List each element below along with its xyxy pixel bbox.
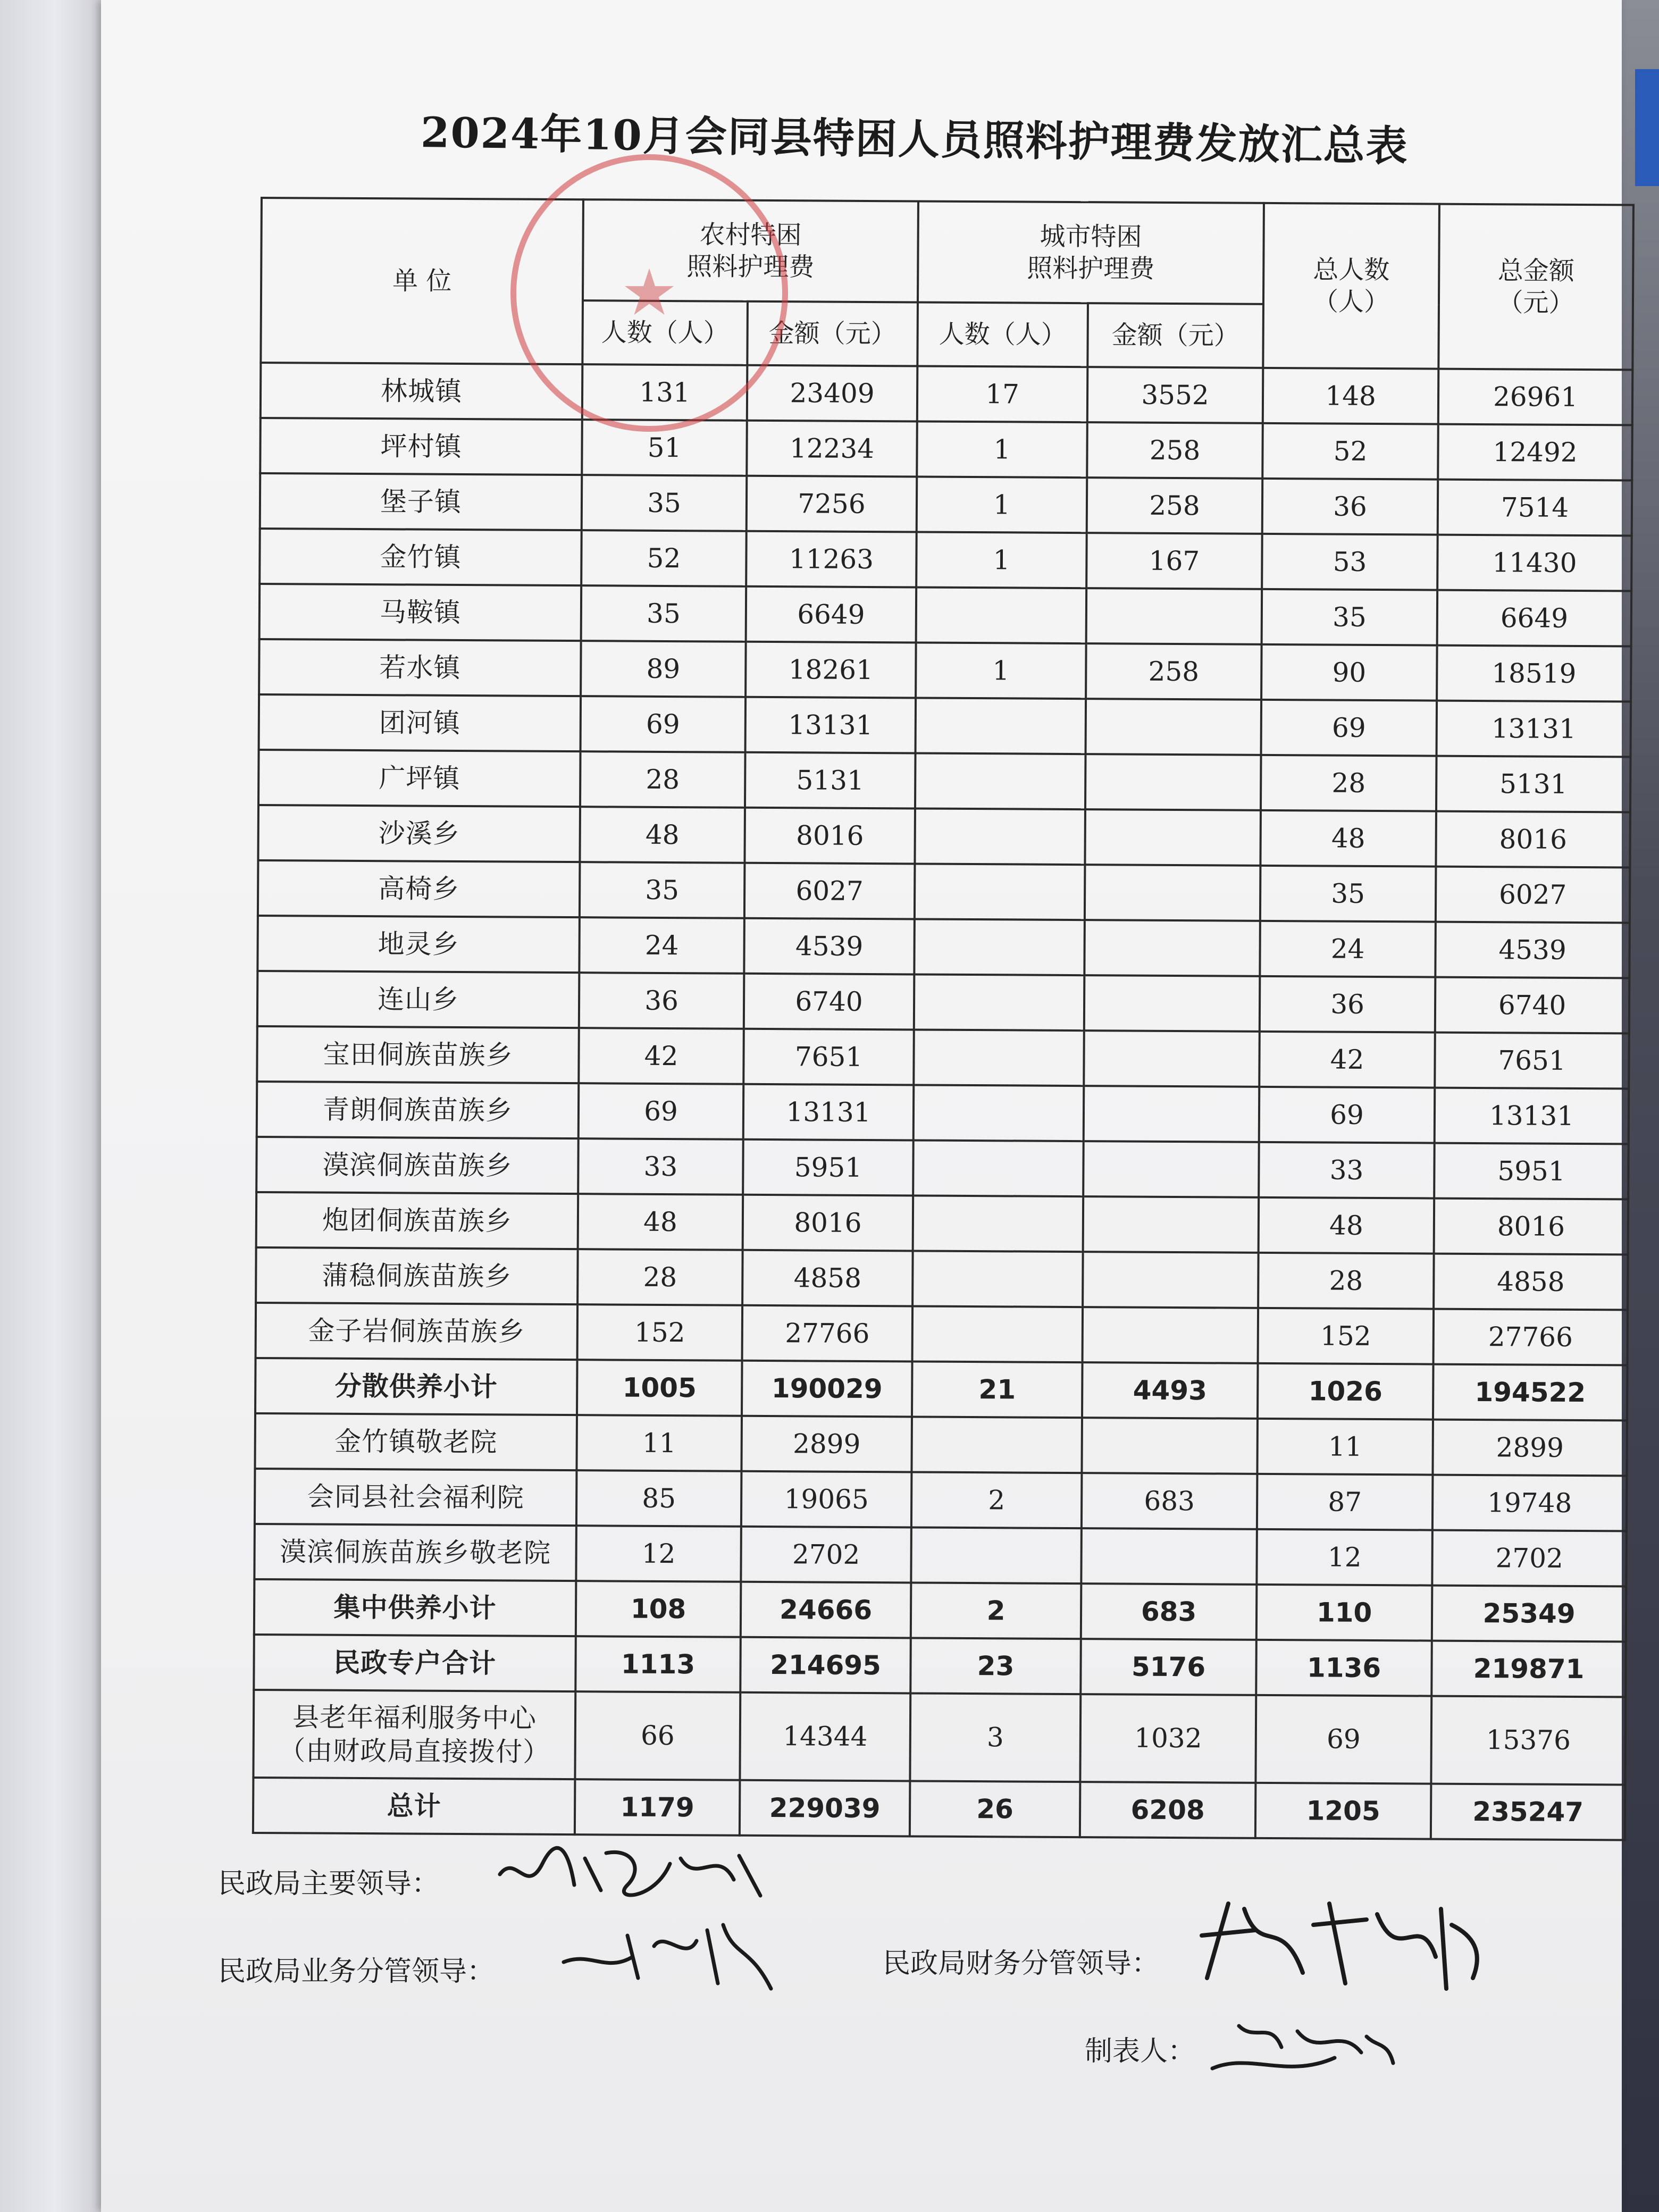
cell-urban-people: 1 [917,421,1087,477]
cell-total-amount: 5131 [1436,756,1631,812]
cell-rural-people: 69 [581,696,746,752]
cell-rural-amount: 229039 [740,1780,910,1837]
cell-total-people: 87 [1257,1474,1433,1530]
table-row [255,1358,1628,1421]
cell-unit: 金子岩侗族苗族乡 [256,1303,578,1360]
cell-urban-amount: 258 [1087,422,1263,479]
cell-urban-people [912,1251,1083,1307]
document-page [101,0,1622,2212]
cell-urban-amount [1084,975,1260,1032]
cell-total-amount: 26961 [1438,369,1633,425]
chief-leader-label: 民政局主要领导： [218,1868,440,1900]
cell-rural-amount: 13131 [743,1084,914,1141]
cell-rural-amount: 190029 [742,1361,912,1417]
cell-unit: 民政专户合计 [254,1635,576,1691]
cell-rural-people: 28 [580,751,745,808]
cell-rural-amount: 23409 [747,365,918,422]
cell-total-amount: 27766 [1434,1309,1628,1365]
cell-unit: 广坪镇 [258,750,581,807]
cell-total-amount: 4858 [1434,1254,1628,1310]
cell-total-amount: 13131 [1437,701,1631,757]
cell-rural-people: 28 [577,1249,743,1305]
cell-urban-amount [1081,1528,1257,1585]
table-body [253,363,1632,1840]
seal-star-icon: ★ [621,256,678,330]
cell-rural-amount: 4858 [742,1250,913,1306]
cell-urban-people: 2 [911,1582,1082,1639]
cell-rural-people: 51 [582,420,747,476]
table-row [259,694,1631,757]
cell-total-people: 1205 [1255,1783,1431,1839]
table-row [254,1635,1626,1697]
cell-unit: 宝田侗族苗族乡 [257,1026,579,1083]
cell-urban-amount: 4493 [1082,1362,1258,1419]
cell-rural-people: 66 [575,1691,740,1780]
cell-urban-people: 1 [916,642,1086,699]
cell-total-amount: 7651 [1435,1033,1629,1089]
cell-urban-people [912,1306,1083,1362]
cell-urban-amount [1083,1141,1259,1197]
cell-rural-amount: 11263 [746,531,917,588]
cell-urban-amount: 167 [1086,533,1262,589]
cell-total-people: 53 [1262,534,1438,590]
cell-urban-amount [1086,699,1262,755]
cell-total-people: 48 [1259,1197,1435,1254]
cell-unit: 会同县社会福利院 [255,1469,577,1526]
cell-total-people: 28 [1258,1253,1434,1309]
cell-urban-amount [1084,1086,1260,1142]
cell-total-amount: 5951 [1434,1143,1629,1200]
table-row [259,584,1632,647]
cell-urban-amount [1085,865,1261,921]
table-row [256,1137,1629,1200]
cell-urban-amount: 258 [1087,477,1263,534]
cell-total-people: 35 [1260,866,1436,922]
cell-total-amount: 12492 [1438,424,1632,481]
cell-unit: 地灵乡 [257,916,580,973]
cell-unit: 炮团侗族苗族乡 [256,1192,579,1249]
cell-rural-amount: 12234 [747,421,917,477]
preparer-signature [1207,2010,1398,2084]
cell-rural-amount: 4539 [744,918,915,975]
cell-rural-people: 35 [582,475,747,531]
cell-total-amount: 194522 [1433,1364,1628,1421]
cell-rural-people: 12 [576,1526,741,1582]
header-urban-amount: 金额（元） [1087,303,1263,368]
cell-total-amount: 235247 [1431,1784,1626,1840]
table-row [259,639,1631,702]
cell-total-amount: 6740 [1435,977,1630,1034]
table-row [257,971,1630,1034]
cell-urban-amount: 3552 [1087,367,1263,423]
table-row [260,473,1632,536]
cell-urban-people: 23 [910,1638,1081,1694]
cell-rural-amount: 14344 [740,1692,910,1781]
cell-unit: 青朗侗族苗族乡 [257,1082,579,1138]
table-row [257,1026,1629,1089]
cell-urban-amount [1083,1252,1259,1308]
cell-unit: 分散供养小计 [255,1358,577,1415]
cell-unit: 堡子镇 [260,473,582,530]
cell-urban-amount [1084,1030,1260,1087]
cell-urban-people: 21 [912,1361,1083,1418]
cell-unit: 马鞍镇 [259,584,582,641]
cell-rural-people: 33 [578,1138,743,1195]
cell-urban-people [911,1527,1082,1583]
cell-urban-amount [1082,1418,1258,1474]
table-row [256,1303,1628,1365]
cell-total-amount: 25349 [1432,1586,1627,1642]
cell-rural-people: 89 [581,641,746,697]
cell-total-people: 1026 [1258,1363,1434,1420]
cell-urban-amount [1086,588,1262,644]
table-row [253,1690,1626,1785]
cell-unit: 高椅乡 [258,860,580,917]
cell-unit: 漠滨侗族苗族乡 [256,1137,579,1194]
cell-rural-amount: 7651 [743,1029,914,1085]
table-row [261,363,1633,425]
cell-urban-people: 3 [910,1693,1080,1782]
cell-urban-people: 26 [910,1781,1080,1837]
document-title: 2024年10月会同县特困人员照料护理费发放汇总表 [420,108,1409,171]
cell-rural-people: 48 [578,1194,743,1250]
cell-urban-amount [1085,809,1261,866]
cell-urban-people [915,753,1086,809]
cell-total-people: 69 [1259,1087,1435,1143]
cell-urban-people [911,1417,1082,1473]
preparer-label: 制表人： [1085,2035,1196,2067]
cell-rural-people: 1113 [575,1636,741,1692]
cell-rural-amount: 2702 [741,1527,911,1583]
cell-rural-people: 11 [576,1415,742,1471]
cell-total-amount: 15376 [1431,1696,1626,1785]
cell-unit: 蒲稳侗族苗族乡 [256,1247,578,1304]
table-row [257,916,1630,978]
cell-rural-people: 52 [581,530,747,586]
table-row [255,1469,1627,1531]
cell-total-people: 28 [1261,755,1437,811]
cell-total-people: 110 [1256,1585,1432,1641]
cell-urban-amount: 1032 [1080,1694,1256,1783]
blue-background-object [1635,69,1659,186]
left-page-edge [0,0,101,2212]
table-row [256,1247,1628,1310]
header-rural-group: 农村特困 照料护理费 [583,199,918,302]
cell-total-people: 52 [1262,423,1438,480]
table-row [254,1579,1627,1642]
header-urban-group: 城市特困 照料护理费 [918,201,1264,304]
cell-rural-amount: 24666 [741,1582,911,1638]
cell-unit: 团河镇 [259,694,581,751]
cell-rural-amount: 8016 [743,1195,914,1251]
summary-table [252,197,1635,1841]
cell-unit: 漠滨侗族苗族乡敬老院 [254,1524,576,1581]
cell-unit: 金竹镇敬老院 [255,1413,577,1470]
table-row [253,1778,1626,1840]
cell-unit: 连山乡 [257,971,580,1028]
table-row [254,1524,1627,1587]
cell-urban-people: 1 [917,476,1087,533]
finance-leader-label: 民政局财务分管领导： [883,1948,1160,1980]
cell-total-amount: 4539 [1435,922,1630,978]
cell-urban-amount: 683 [1081,1583,1257,1640]
cell-unit: 总计 [253,1778,575,1834]
cell-rural-people: 1005 [577,1360,742,1416]
cell-rural-amount: 214695 [740,1637,911,1694]
chief-leader-signature [495,1837,771,1912]
cell-rural-amount: 13131 [745,697,916,753]
cell-total-amount: 2899 [1432,1420,1627,1476]
table-row [258,805,1630,868]
cell-total-people: 36 [1262,479,1438,535]
cell-urban-people [914,1029,1084,1086]
cell-total-people: 48 [1260,810,1436,867]
cell-total-people: 69 [1255,1695,1431,1784]
cell-total-people: 1136 [1256,1640,1432,1696]
cell-urban-amount: 5176 [1080,1639,1256,1695]
cell-total-amount: 19748 [1432,1475,1627,1531]
cell-rural-people: 131 [582,364,748,421]
cell-unit: 林城镇 [261,363,583,420]
cell-unit: 坪村镇 [260,418,582,475]
cell-urban-people: 17 [917,366,1088,422]
cell-total-people: 90 [1261,644,1437,701]
header-unit: 单 位 [261,198,583,364]
table-row [258,860,1630,923]
cell-rural-amount: 6740 [744,974,915,1030]
cell-urban-people: 2 [911,1472,1082,1528]
cell-urban-people [916,698,1086,754]
cell-urban-amount [1084,920,1260,976]
table-row [256,1192,1629,1255]
cell-rural-amount: 8016 [744,808,915,864]
cell-total-people: 152 [1258,1308,1434,1364]
header-urban-people: 人数（人） [917,302,1088,367]
cell-unit: 若水镇 [259,639,581,696]
cell-total-amount: 2702 [1432,1530,1627,1587]
cell-rural-people: 69 [579,1083,744,1139]
cell-urban-people [915,864,1085,920]
cell-rural-amount: 19065 [741,1471,912,1528]
cell-total-amount: 8016 [1434,1199,1629,1255]
table-row [260,418,1632,481]
cell-rural-people: 35 [580,862,745,918]
table-row [257,1082,1629,1144]
cell-total-people: 11 [1257,1419,1433,1475]
cell-rural-amount: 6027 [744,863,915,919]
cell-total-people: 148 [1263,368,1439,424]
cell-total-people: 12 [1256,1529,1432,1586]
cell-unit: 沙溪乡 [258,805,580,862]
cell-urban-amount: 258 [1086,643,1262,700]
cell-total-amount: 6649 [1437,590,1632,647]
header-total-people: 总人数 （人） [1263,203,1439,369]
cell-rural-amount: 6649 [746,586,917,643]
cell-total-amount: 8016 [1436,811,1630,868]
cell-unit: 金竹镇 [259,529,582,585]
cell-urban-amount: 6208 [1080,1782,1256,1838]
cell-rural-amount: 2899 [741,1416,912,1472]
cell-total-amount: 7514 [1438,480,1632,536]
cell-unit: 县老年福利服务中心 （由财政局直接拨付） [253,1690,575,1779]
cell-rural-people: 85 [576,1470,742,1527]
cell-total-people: 36 [1260,976,1436,1033]
cell-rural-people: 152 [577,1304,743,1361]
cell-total-people: 24 [1260,921,1436,977]
cell-rural-people: 42 [579,1028,744,1084]
cell-rural-amount: 27766 [742,1305,913,1362]
cell-urban-people: 1 [916,532,1087,588]
cell-urban-people [914,1085,1084,1141]
cell-rural-people: 48 [580,807,745,863]
cell-urban-people [913,1195,1084,1252]
business-leader-signature [558,1914,782,1994]
table-row [255,1413,1627,1476]
table-row [259,529,1632,591]
cell-rural-people: 35 [581,585,747,642]
cell-rural-people: 36 [579,973,744,1029]
header-rural-people: 人数（人） [582,300,748,365]
cell-rural-people: 24 [579,917,744,974]
cell-urban-amount [1083,1307,1259,1363]
cell-rural-amount: 18261 [745,642,916,698]
header-rural-amount: 金额（元） [747,301,918,366]
cell-rural-amount: 5951 [743,1139,914,1196]
header-total-amount: 总金额 （元） [1438,204,1633,370]
cell-rural-amount: 5131 [745,752,916,809]
cell-urban-people [916,587,1087,643]
cell-urban-amount [1085,754,1261,810]
cell-total-people: 35 [1262,589,1438,646]
cell-total-people: 69 [1261,700,1437,756]
cell-urban-amount: 683 [1082,1473,1258,1529]
table-row [258,750,1631,812]
cell-total-people: 42 [1259,1032,1435,1088]
cell-rural-people: 108 [576,1581,741,1637]
cell-total-amount: 6027 [1436,867,1630,923]
finance-leader-signature [1196,1893,1494,1999]
cell-urban-people [913,1140,1084,1196]
business-leader-label: 民政局业务分管领导： [218,1956,495,1988]
cell-rural-amount: 7256 [747,476,917,532]
cell-total-people: 33 [1259,1142,1435,1199]
cell-total-amount: 18519 [1437,646,1631,702]
cell-total-amount: 11430 [1437,535,1632,591]
cell-urban-people [914,919,1085,975]
cell-urban-people [914,974,1085,1030]
cell-rural-people: 1179 [575,1779,740,1836]
cell-urban-people [915,808,1085,865]
cell-total-amount: 219871 [1431,1641,1626,1697]
cell-total-amount: 13131 [1435,1088,1629,1144]
cell-unit: 集中供养小计 [254,1579,576,1636]
cell-urban-amount [1083,1196,1259,1253]
